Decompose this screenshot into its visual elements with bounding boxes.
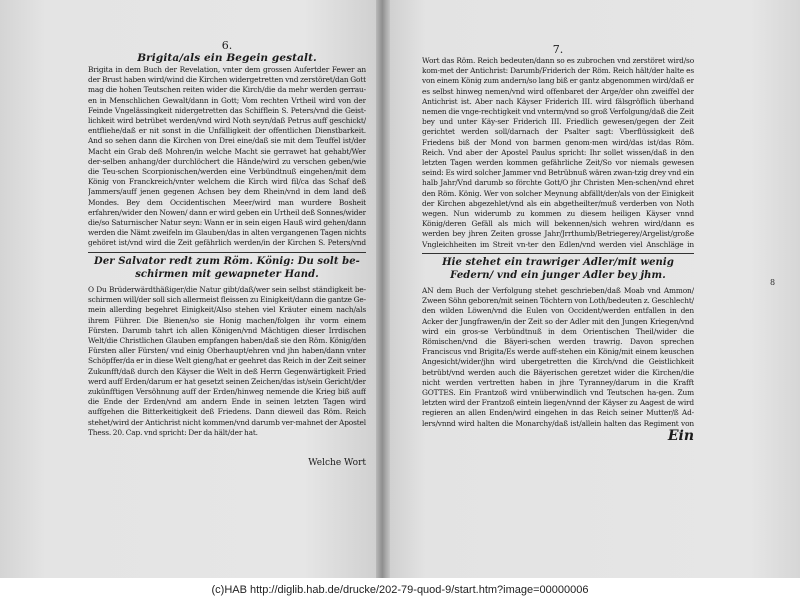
divider-rule: [422, 253, 694, 254]
margin-mark: 8: [770, 278, 776, 287]
catchword-right: Ein: [667, 428, 694, 440]
book-gutter: [376, 0, 390, 578]
section-heading-adler: Hie stehet ein trawriger Adler/mit wenig Federn/ vnd ein junger Adler bey jhm.: [442, 257, 674, 281]
paragraph-adler: AN dem Buch der Verfolgung stehet geschrieben/daß Moab vnd Ammon/ Zween Söhn geboren/mit seinen Töchtern von Loth/bedeuten z. Geschlecht/ den wilden Löwen/vnd die Eulen von Occident/werden entfallen in den Acker der Jungfrawen/in der Zeit so der Adler mit den Jungen Kriegen/vnd wird ein gros-se Verbündtnuß in dem Orientischen Theil/wider die Römischen/vnd die Bäyeri-schen werden trawrig. Davon sprechen Franciscus vnd Brigita/Es werde auff-stehen ein König/mit einem keuschen Angesicht/wider/jhn wird ubergetretten die Kirch/vnd die Geistlichkeit betrübt/vnd werden auch die Bäyerischen geretzet wider die Kirchen/die nicht werden vertretten haben in jhre Tyranney/darum in die Krafft GOTTES. Ein Frantzoß wird vnüberwindlich vnd Teutschen ha-gen. Zum letzten wird der Frantzoß eintein liegen/vnnd der Käyser zu Aagest de wird regieren an allen Enden/wird eingehen in das Reich seiner Mutter/ß Ad-lers/vnnd wird halten die Monarchy/daß ist/allein halten das Regiment von: [422, 286, 694, 428]
copyright-footer: (c)HAB http://diglib.hab.de/drucke/202-79-quod-9/start.htm?image=00000006: [0, 578, 800, 602]
section-heading-salvator: Der Salvator redt zum Röm. König: Du solt be-schirmen mit gewapneter Hand.: [94, 256, 360, 280]
paragraph-reich: Wort das Röm. Reich bedeuten/dann so es zubrochen vnd zerstöret wird/so kom-met der Antichrist: Darumb/Friderich der Röm. Reich hält/der halte es von einem König zum andern/so lang biß er gantz abgenommen wird/daß er es selbst hinweg nemen/vnd wird offenbaret der Arge/der ohn zweiffel der Antichrist ist. Aber nach Käyser Friderich III. wird fälsgröflich überhand nemen die vnge-rechtigkeit vnd vnterm/vnd so groß Verfolgung/daß die Zeit bey und unter Käy-ser Friderich III. Friedlich gewesen/gegen der Zeit gerichtet werden soll/darnach der Psalter sagt: Vberflüssigkeit deß Friedens biß der Mond von barmen genom-men wird/das ist/das Röm. Reich. Vnd aber der Apostel Paulus spricht: Ihr sollet wissen/daß in den letzten Tagen werden kommen gefährliche Zeit/So vor niemals gewesen seind: Es wird solcher Jammer vnd Betrübnuß wären zwan-tzig drey vnd ein halb Jahr/Vnd darumb so förchte Gott/O jhr Christen Men-schen/vnd ehret den Röm. König. Wer von solcher Meynung abfällt/der/als von der Einigkeit der Kirchen abgezehlet/vnd als ein abgetheilter/muß verderben von Noth wegen. Nun widerumb zu kommen zu diesem heiligen Käyser vnnd König/deren Gefäll als mich will bekennen/sich wehren wird/dann es werden bey jhren Zeiten grosse Jahr/Jrrthumb/Betriegerey/Argelist/große Vngleichheiten im Streit vn-ter den Edlen/vnd werden viel Anschläge in: [422, 56, 694, 249]
right-page-text: [422, 44, 694, 440]
catchword-left: Welche Wort: [308, 458, 366, 468]
page-number-right: 7.: [552, 44, 564, 56]
left-page-text: [88, 40, 366, 540]
paragraph-brigita: Brigita in dem Buch der Revelation, vnter dem grossen Aufertder Fewer an der Brust haben wird/wind die Kirchen widergetretten vnd zerstöret/dan Gott mag die hohen Teutschen reiten wider die Kirch/die da mehr werden gerrau-en in Menschlichen Gewalt/dann in Gott; Vom rechten Vrtheil wird von der Feinde Vngelässingkeit nidergetretten das Schifflein S. Peters/vnd die Geist-lichkeit wird betrübet werden/vnd wird Noth seyn/daß Petrus auff geschickt/ entfliehe/daß er nit sonst in die Unfälligkeit der offentlichen Dienstbarkeit. And so sehen dann die Kirchen von Drei eine/daß sie mit dem Teuffel ist/der Macht ein Grab deß Mohren/in welche Macht sie gerrawet hat gehabt/Wer der-selben anhang/der durchlöchert die Hände/wird zu verschen geben/wie die Teu-schen Scorpionischen/werden eine Verbündtnuß eingehen/mit dem König von Franckreich/vnter welchem die Kirch wird fil/ca das Schaf deß Jammers/auff jenen gegenen Achsen bey dem Rhein/vnd in dem land deß Mondes. Bey dem Occidentischen Meer/wird man wurdere Bosheit erfahren/wider den Nowen/ dann er wird geben ein Urtheil deß Sonnes/wider die/so Saturnischer Natur seyn: Wann er in sein eigen Hauß wird gehen/dann werden die Nämt zweifeln im Glauben/das in alten vergangenen Tagen nichts gehöret ist/vnd wird die Zeit gefährlich werden/in der Kirchen S. Peters/vnd: [88, 65, 366, 248]
paragraph-salvator: O Du Brüderwärdthäßiger/die Natur gibt/daß/wer sein selbst ständigkeit be-schirmen will/der soll sich allermeist fleissen zu Einigkeit/dann die gantze Ge-mein allerding begehret Einigkeit/Also stehen viel Kräuter einem nach/als ihrem Führer. Die Bienen/so sie Honig machen/folgen ihr vorm einem Fürsten. Darumb tahrt ich allen Königen/vnd Mächtigen dieser Irrdischen Welt/die Christlichen Glauben empfangen haben/daß sie den Röm. König/den Fürsten aller Fürsten/ vnd einig Oberhaupt/ehren vnd jhn haben/dann vnter Schöpffer/da er in diese Welt gieng/hat er geehret das Reich in der Zeit seiner Zukunfft/daß durch den Käyser die Welt in deß Herrn Gegenwärtigkeit Fried werd auff Erden/darum er hat gesetzt seinen Zeichen/das ist/sein Gericht/der zukünfftigen Versöhnung auff der Erden/hinweg nemende die Krieg biß auff die Ende der Erden/vnd am andern Ende in seinen letzten Tagen wird auffgehen die Bitterkeitigkeit deß Friedens. Dann dieweil das Röm. Reich stehet/wird der Antichrist nicht kommen/vnd darumb ver-mahnet der Apostel Thess. 20. Cap. vnd spricht: Der da hält/der hat.: [88, 285, 366, 437]
page-number-left: 6.: [221, 40, 233, 52]
divider-rule: [88, 252, 366, 253]
section-heading-brigita: Brigita/als ein Begein gestalt.: [137, 52, 317, 64]
